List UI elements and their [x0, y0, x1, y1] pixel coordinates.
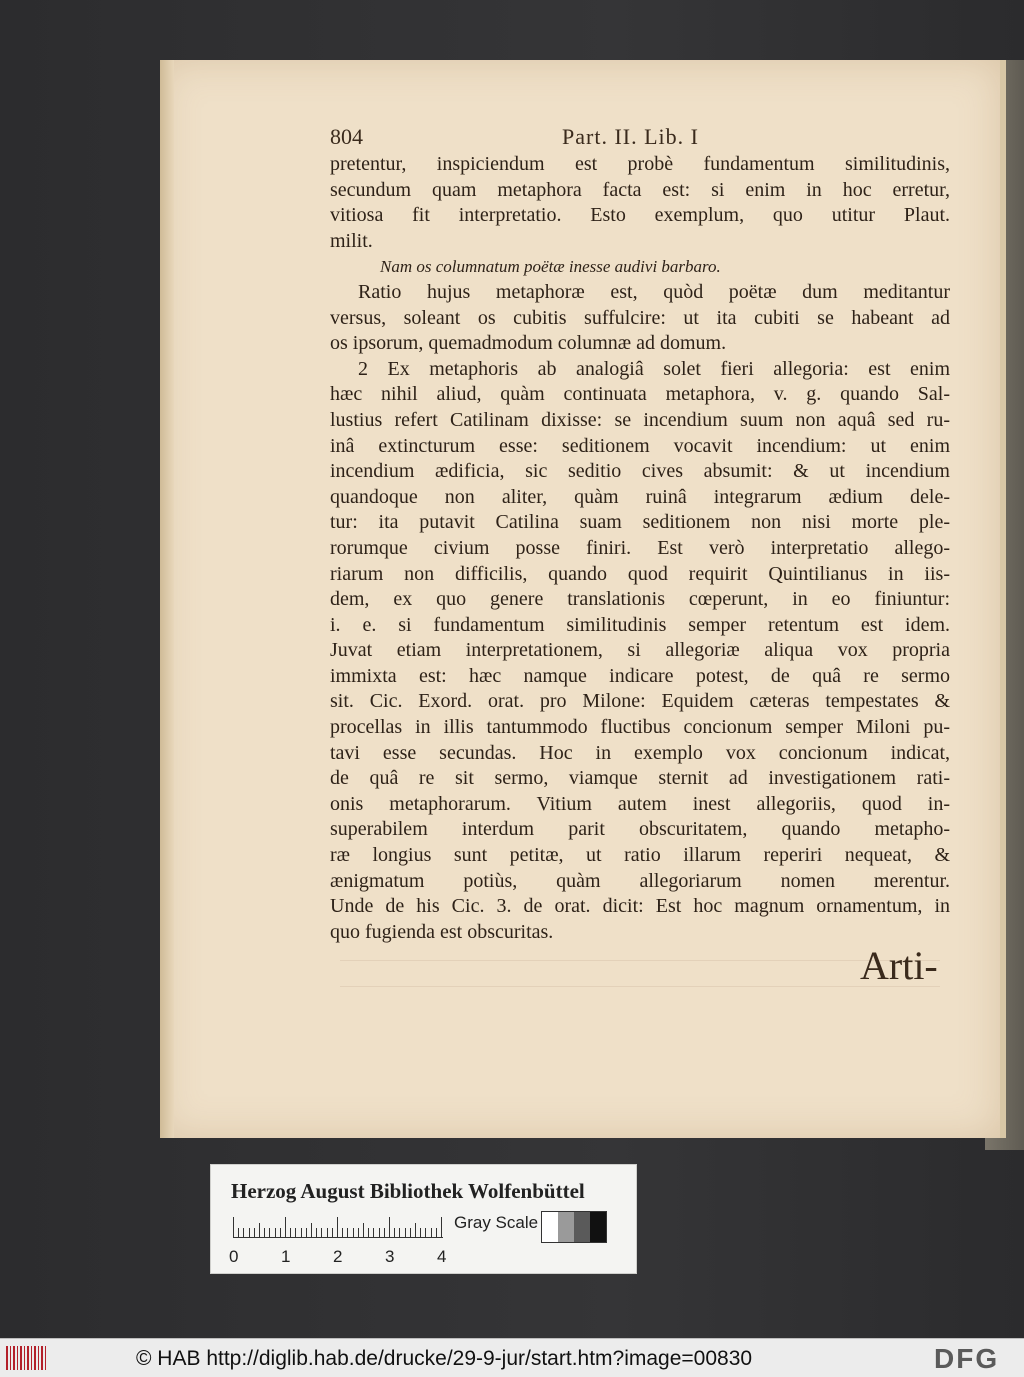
text-line: sit. Cic. Exord. orat. pro Milone: Equidem cæteras tempestates & — [330, 690, 950, 713]
text-line: onis metaphorarum. Vitium autem inest allegoriis, quod in- — [330, 792, 950, 815]
ruler-number: 0 — [229, 1247, 239, 1266]
text-line: inâ extincturum esse: seditionem vocavit incendium: ut enim — [330, 434, 950, 457]
text-line: rorumque civium posse finiri. Est verò interpretatio allego- — [330, 536, 950, 559]
text-line: hæc nihil aliud, quàm continuata metaphora, v. g. quando Sal- — [330, 383, 950, 406]
color-calibration-card — [210, 1164, 637, 1274]
text-line: quo fugienda est obscuritas. — [330, 920, 554, 943]
text-line: milit. — [330, 229, 373, 252]
ruler-number: 2 — [333, 1247, 343, 1266]
gray-scale-swatches — [541, 1211, 607, 1243]
ruler-tick — [285, 1217, 286, 1237]
ruler-tick — [368, 1228, 369, 1237]
ruler-tick — [389, 1217, 390, 1237]
gray-scale-label: Gray Scale — [454, 1213, 539, 1232]
text-line: versus, soleant os cubitis suffulcire: ut ita cubiti se habeant ad — [330, 306, 950, 329]
ruler-tick — [436, 1228, 437, 1237]
ruler-tick — [332, 1228, 333, 1237]
library-name: Herzog August Bibliothek Wolfenbüttel — [231, 1179, 585, 1203]
running-head — [330, 124, 770, 154]
text-line: tavi esse secundas. Hoc in exemplo vox concionum indicat, — [330, 741, 950, 764]
verse-quote: Nam os columnatum poëtæ inesse audivi barbaro. — [380, 257, 721, 277]
ruler-tick — [425, 1228, 426, 1237]
ruler-tick — [321, 1228, 322, 1237]
ruler-tick — [275, 1228, 276, 1237]
ruler-tick — [316, 1228, 317, 1237]
hab-logo-icon — [6, 1346, 46, 1370]
text-line: quandoque non aliter, quàm ruinâ integrarum ædium dele- — [330, 485, 950, 508]
ruler-tick — [295, 1228, 296, 1237]
text-line: Ratio hujus metaphoræ est, quòd poëtæ dum meditantur — [358, 280, 950, 303]
show-through-line — [340, 960, 940, 961]
text-line: i. e. si fundamentum similitudinis semper retentum est idem. — [330, 613, 950, 636]
text-line: vitiosa fit interpretatio. Esto exemplum, quo utitur Plaut. — [330, 204, 950, 227]
text-line: secundum quam metaphora facta est: si enim in hoc erretur, — [330, 178, 950, 201]
ruler-number: 3 — [385, 1247, 395, 1266]
page-gutter — [160, 60, 174, 1138]
gray-swatch — [574, 1212, 590, 1242]
text-line: 2 Ex metaphoris ab analogiâ solet fieri allegoria: est enim — [358, 357, 950, 380]
ruler-tick — [363, 1223, 364, 1237]
running-head-title: Part. II. Lib. I — [562, 124, 699, 149]
dfg-logo: DFG — [934, 1343, 1000, 1374]
ruler-tick — [373, 1228, 374, 1237]
text-line: ræ longius sunt petitæ, ut ratio illarum reperiri nequeat, & — [330, 844, 950, 867]
ruler-scale — [233, 1217, 443, 1238]
ruler-tick — [269, 1228, 270, 1237]
ruler-tick — [384, 1228, 385, 1237]
ruler-tick — [264, 1228, 265, 1237]
ruler-tick — [347, 1228, 348, 1237]
text-line: tur: ita putavit Catilina suam seditionem non nisi morte ple- — [330, 511, 950, 534]
ruler-tick — [441, 1217, 442, 1237]
ruler-tick — [311, 1223, 312, 1237]
ruler-tick — [327, 1228, 328, 1237]
ruler-tick — [342, 1228, 343, 1237]
copyright-url[interactable]: © HAB http://diglib.hab.de/drucke/29-9-jur/start.htm?image=00830 — [136, 1347, 753, 1370]
ruler-tick — [280, 1228, 281, 1237]
text-line: Juvat etiam interpretationem, si allegoriæ aliqua vox propria — [330, 639, 950, 662]
text-line: os ipsorum, quemadmodum columnæ ad domum. — [330, 332, 727, 355]
ruler-tick — [306, 1228, 307, 1237]
ruler-tick — [337, 1217, 338, 1237]
ruler-tick — [405, 1228, 406, 1237]
viewer-footer — [0, 1338, 1024, 1377]
ruler-number: 1 — [281, 1247, 291, 1266]
text-line: lustius refert Catilinam dixisse: se incendium suum non aquâ sed ru- — [330, 408, 950, 431]
ruler-tick — [301, 1228, 302, 1237]
ruler-number: 4 — [437, 1247, 447, 1266]
text-line: pretentur, inspiciendum est probè fundamentum similitudinis, — [330, 153, 950, 175]
text-line: superabilem interdum parit obscuritatem, quando metapho- — [330, 818, 950, 841]
show-through-line — [340, 986, 940, 987]
ruler-tick — [410, 1228, 411, 1237]
ruler-tick — [399, 1228, 400, 1237]
gray-swatch — [542, 1212, 558, 1242]
catchword: Arti- — [860, 943, 938, 988]
text-line: procellas in illis tantummodo fluctibus concionum semper Miloni pu- — [330, 716, 950, 739]
ruler-tick — [290, 1228, 291, 1237]
text-line: dem, ex quo genere translationis cœperunt, in eo finiuntur: — [330, 588, 950, 611]
ruler-tick — [249, 1228, 250, 1237]
ruler-tick — [379, 1228, 380, 1237]
ruler-tick — [238, 1228, 239, 1237]
text-line: immixta est: hæc namque indicare potest, de quâ re sermo — [330, 664, 950, 687]
ruler-tick — [353, 1228, 354, 1237]
ruler-tick — [358, 1228, 359, 1237]
ruler-tick — [233, 1217, 234, 1237]
text-line: incendium ædificia, sic seditio cives absumit: & ut incendium — [330, 460, 950, 483]
text-line: de quâ re sit sermo, viamque sternit ad investigationem rati- — [330, 767, 950, 790]
gray-swatch — [590, 1212, 606, 1242]
text-line: ænigmatum potiùs, quàm allegoriarum nomen merentur. — [330, 869, 950, 892]
ruler-tick — [431, 1228, 432, 1237]
ruler-tick — [254, 1228, 255, 1237]
ruler-tick — [243, 1228, 244, 1237]
ruler-tick — [394, 1228, 395, 1237]
gray-swatch — [558, 1212, 574, 1242]
page-number: 804 — [330, 124, 363, 149]
page-text — [330, 152, 950, 945]
ruler-tick — [420, 1228, 421, 1237]
ruler-tick — [415, 1223, 416, 1237]
text-line: riarum non difficilis, quando quod requirit Quintilianus in iis- — [330, 562, 950, 585]
text-line: Unde de his Cic. 3. de orat. dicit: Est hoc magnum ornamentum, in — [330, 895, 950, 918]
ruler-tick — [259, 1223, 260, 1237]
